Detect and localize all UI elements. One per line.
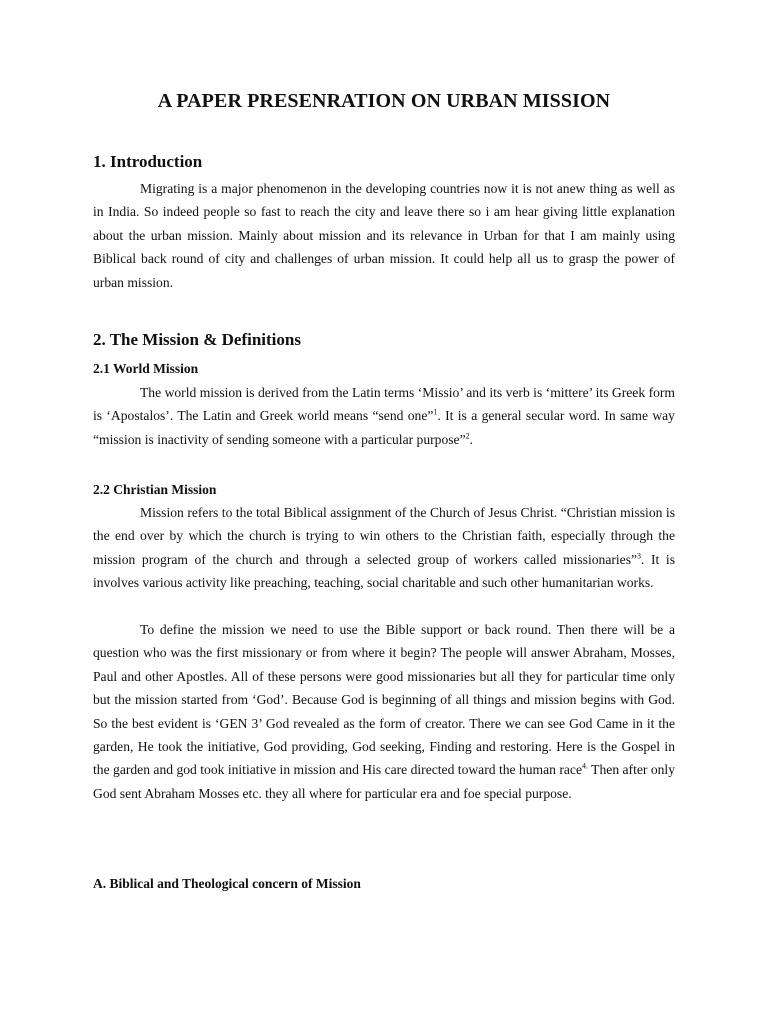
world-mission-text-1: The world mission is derived from the Latin terms ‘Missio’ and its verb is ‘mittere’ its Greek form is ‘Apostalos’. The Latin and Greek world means “send one” — [93, 385, 675, 424]
paper-title: A PAPER PRESENRATION ON URBAN MISSION — [157, 90, 611, 112]
world-mission-heading: 2.1 World Mission — [93, 361, 199, 376]
christian-mission-text-1b: . It is involves various activity like preaching, teaching, social charitable and such other humanitarian works. — [93, 551, 675, 591]
footnote-ref-1: 1 — [433, 407, 438, 417]
biblical-theological-heading: A. Biblical and Theological concern of Mission — [93, 876, 361, 891]
intro-paragraph: Migrating is a major phenomenon in the developing countries now it is not anew thing as well as in India. So indeed people so fast to reach the city and leave there so i am hear giving little explanation about the urban mission. Mainly about mission and its relevance in Urban for that I am mainly using Biblical back round of city and challenges of urban mission. It could help all us to grasp the power of urban mission. — [93, 181, 675, 290]
footnote-ref-4: 4. — [582, 761, 589, 771]
world-mission-paragraph — [93, 381, 675, 451]
footnote-ref-2: 2 — [465, 431, 470, 441]
footnote-ref-3: 3 — [637, 551, 642, 561]
christian-mission-paragraph-2 — [93, 618, 675, 805]
world-mission-text-3: . — [469, 431, 474, 447]
christian-mission-text-2a: To define the mission we need to use the Bible support or back round. Then there will be a question who was the first missionary or from where it begin? The people will answer Abraham, Mosses, Paul and other Apostles. All of these persons were good missionaries but all they for particular time only but the mission started from ‘God’. Because God is beginning of all things and mission begins with God. So the best evident is ‘GEN 3’ God revealed as the form of creator. There we can see God Came in it the garden, He took the initiative, God providing, God seeking, Finding and restoring. Here is the Gospel in the garden and god took initiative in mission and His care directed toward the human race — [93, 622, 675, 778]
world-mission-text-2: . It is a general secular word. In same way “mission is inactivity of sending someone with a particular purpose” — [93, 408, 675, 447]
christian-mission-paragraph-1 — [93, 501, 675, 595]
christian-mission-heading: 2.2 Christian Mission — [93, 482, 217, 497]
intro-heading: 1. Introduction — [93, 152, 203, 171]
christian-mission-text-1a: Mission refers to the total Biblical assignment of the Church of Jesus Christ. “Christian mission is the end over by which the church is trying to win others to the Christian faith, especially through the mission program of the church and through a selected group of workers called missionaries” — [93, 505, 675, 567]
christian-mission-text-2b: Then after only God sent Abraham Mosses etc. they all where for particular era and foe special purpose. — [93, 762, 675, 801]
mission-definitions-heading: 2. The Mission & Definitions — [93, 330, 301, 349]
